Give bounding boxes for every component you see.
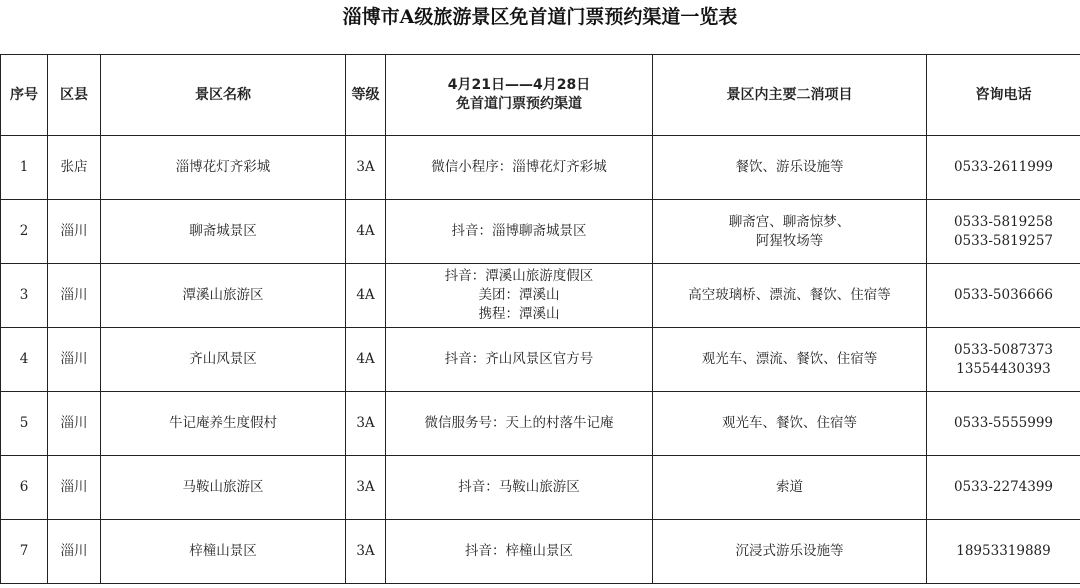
project-line: 餐饮、游乐设施等 [735, 159, 844, 175]
document-title: 淄博市A级旅游景区免首道门票预约渠道一览表 [342, 6, 738, 28]
cell-level: 4A [346, 264, 386, 328]
table-row [1, 328, 1080, 392]
channel-line: 抖音：齐山风景区官方号 [444, 351, 594, 367]
channel-line: 微信小程序：淄博花灯齐彩城 [431, 159, 607, 175]
cell-district: 淄川 [48, 264, 101, 328]
cell-projects [653, 328, 927, 392]
table-row [1, 264, 1080, 328]
cell-level: 4A [346, 328, 386, 392]
header-no: 序号 [1, 55, 48, 136]
cell-level: 3A [346, 392, 386, 456]
cell-projects [653, 200, 927, 264]
table-row [1, 136, 1080, 200]
table-row [1, 456, 1080, 520]
scenic-spots-table [0, 54, 1080, 584]
header-projects: 景区内主要二消项目 [653, 55, 927, 136]
cell-no: 2 [1, 200, 48, 264]
channel-line: 抖音：马鞍山旅游区 [458, 479, 580, 495]
cell-no: 5 [1, 392, 48, 456]
cell-scenic-name: 潭溪山旅游区 [101, 264, 346, 328]
header-channel [386, 55, 653, 136]
cell-phone [927, 328, 1080, 392]
cell-district: 淄川 [48, 456, 101, 520]
table-row [1, 520, 1080, 584]
header-name: 景区名称 [101, 55, 346, 136]
phone-line: 18953319889 [956, 543, 1051, 559]
header-district: 区县 [48, 55, 101, 136]
phone-line: 0533-5087373 [953, 341, 1054, 358]
table-row [1, 392, 1080, 456]
cell-no: 1 [1, 136, 48, 200]
cell-no: 4 [1, 328, 48, 392]
cell-channel [386, 200, 653, 264]
channel-line: 美团：潭溪山 [478, 287, 560, 303]
cell-phone [927, 200, 1080, 264]
cell-projects [653, 520, 927, 584]
cell-scenic-name: 聊斋城景区 [101, 200, 346, 264]
project-line: 观光车、餐饮、住宿等 [722, 415, 857, 431]
cell-no: 7 [1, 520, 48, 584]
cell-scenic-name: 牛记庵养生度假村 [101, 392, 346, 456]
phone-line: 0533-2274399 [953, 479, 1054, 495]
cell-channel [386, 520, 653, 584]
header-level: 等级 [346, 55, 386, 136]
cell-district: 淄川 [48, 392, 101, 456]
cell-channel [386, 264, 653, 328]
project-line: 阿猩牧场等 [755, 232, 824, 249]
cell-level: 4A [346, 200, 386, 264]
channel-line: 携程：潭溪山 [478, 306, 560, 322]
cell-level: 3A [346, 456, 386, 520]
cell-district: 淄川 [48, 200, 101, 264]
channel-line: 抖音：梓橦山景区 [465, 543, 573, 559]
phone-line: 0533-2611999 [953, 159, 1054, 175]
cell-projects [653, 264, 927, 328]
header-channel-dates: 4月21日——4月28日 [447, 77, 591, 93]
cell-projects [653, 392, 927, 456]
project-line: 高空玻璃桥、漂流、餐饮、住宿等 [688, 287, 891, 303]
cell-no: 3 [1, 264, 48, 328]
table-body [1, 136, 1080, 584]
cell-phone [927, 456, 1080, 520]
cell-projects [653, 456, 927, 520]
cell-channel [386, 328, 653, 392]
phone-line: 0533-5819257 [953, 232, 1054, 249]
cell-channel [386, 456, 653, 520]
project-line: 观光车、漂流、餐饮、住宿等 [701, 351, 878, 367]
phone-line: 0533-5036666 [953, 287, 1054, 303]
cell-district: 淄川 [48, 520, 101, 584]
project-line: 索道 [776, 479, 803, 495]
cell-scenic-name: 齐山风景区 [101, 328, 346, 392]
cell-no: 6 [1, 456, 48, 520]
phone-line: 0533-5819258 [953, 213, 1054, 230]
project-line: 聊斋宫、聊斋惊梦、 [728, 213, 851, 230]
cell-phone [927, 520, 1080, 584]
cell-channel [386, 392, 653, 456]
cell-scenic-name: 梓橦山景区 [101, 520, 346, 584]
cell-district: 张店 [48, 136, 101, 200]
header-channel-label: 免首道门票预约渠道 [456, 96, 582, 112]
table-header-row [1, 55, 1080, 136]
channel-line: 抖音：淄博聊斋城景区 [451, 223, 587, 239]
cell-district: 淄川 [48, 328, 101, 392]
cell-level: 3A [346, 520, 386, 584]
cell-scenic-name: 淄博花灯齐彩城 [101, 136, 346, 200]
cell-phone [927, 264, 1080, 328]
cell-phone [927, 392, 1080, 456]
cell-level: 3A [346, 136, 386, 200]
table-row [1, 200, 1080, 264]
channel-line: 微信服务号：天上的村落牛记庵 [424, 415, 614, 431]
channel-line: 抖音：潭溪山旅游度假区 [444, 268, 594, 284]
phone-line: 13554430393 [956, 360, 1051, 377]
cell-phone [927, 136, 1080, 200]
cell-channel [386, 136, 653, 200]
phone-line: 0533-5555999 [953, 415, 1054, 431]
header-phone: 咨询电话 [927, 55, 1080, 136]
cell-projects [653, 136, 927, 200]
cell-scenic-name: 马鞍山旅游区 [101, 456, 346, 520]
project-line: 沉浸式游乐设施等 [735, 543, 844, 559]
